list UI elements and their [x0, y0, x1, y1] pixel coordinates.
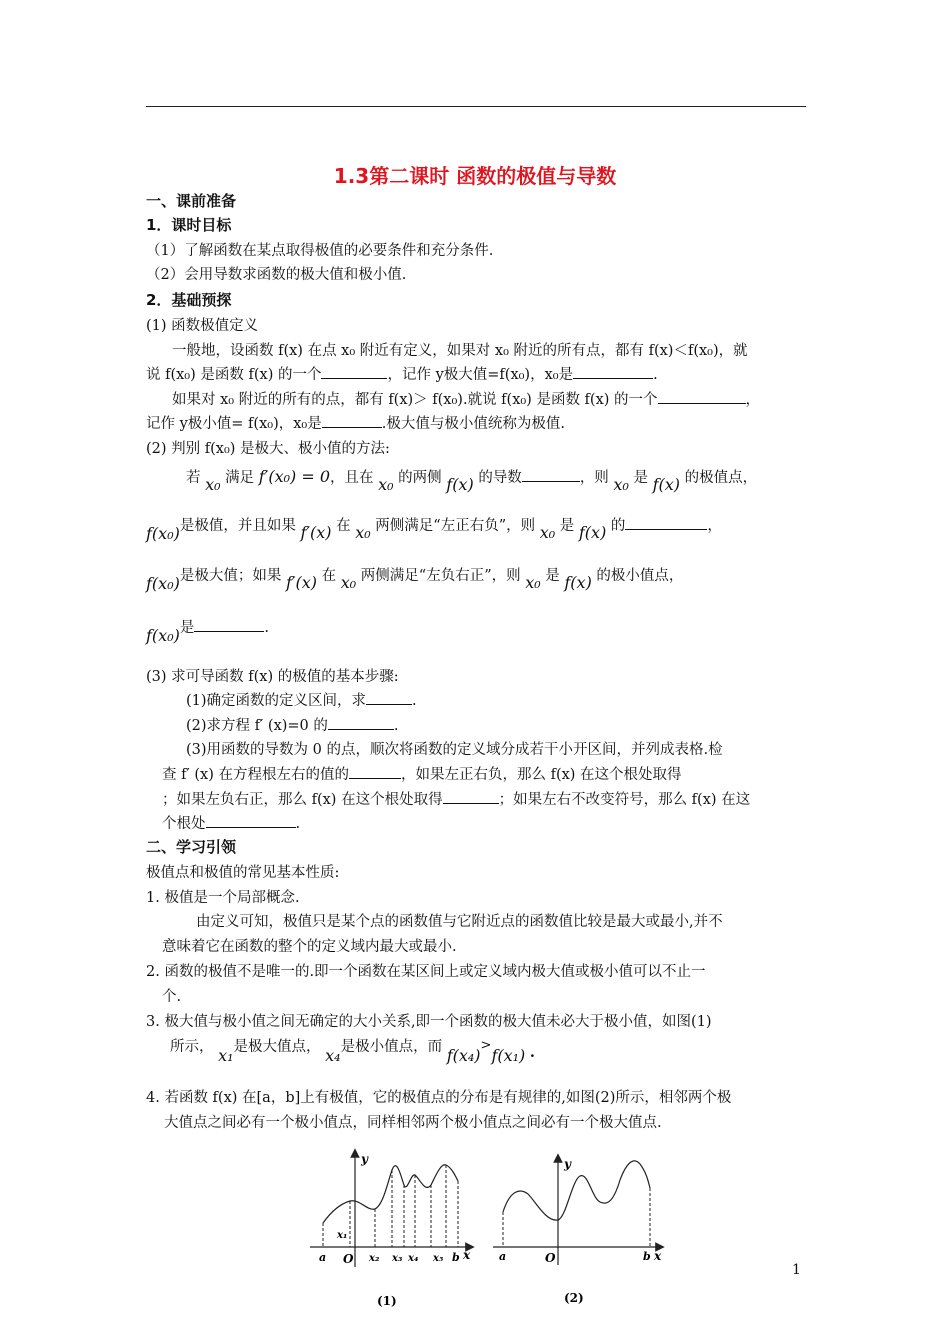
math-fx: f(x) [652, 475, 681, 494]
y-label: y [564, 1157, 571, 1171]
definition-line-4 [146, 412, 565, 433]
math-x0: x₀ [525, 573, 541, 592]
definition-heading: (1) 函数极值定义 [146, 318, 259, 334]
math-fx: f(x) [446, 475, 474, 494]
property-4: 4. 若函数 f(x) 在[a，b]上有极值，它的极值点的分布是有规律的,如图(2)所示，相邻两个极 [146, 1090, 732, 1106]
property-2-line-2: 个. [162, 989, 182, 1005]
origin-label: O [343, 1252, 354, 1266]
text: 是极大值；如果 [179, 568, 282, 584]
definition-text: .极大值与极小值统称为极值. [381, 416, 565, 432]
x3-label: x₃ [392, 1253, 403, 1264]
steps-heading: (3) 求可导函数 f(x) 的极值的基本步骤: [146, 669, 399, 685]
math-derivative-zero: f′(x₀) = 0 [258, 467, 330, 486]
text: 在 [336, 518, 351, 534]
text: 两侧满足“左负右正”，则 [360, 568, 521, 584]
definition-line-1: 一般地，设函数 f(x) 在点 x₀ 附近有定义，如果对 x₀ 附近的所有点，都有 f(x)＜f(x₀)，就 [172, 343, 748, 359]
text: (1)确定函数的定义区间，求 [186, 693, 367, 709]
text: ；如果左负右正，那么 f(x) 在这个根处取得 [162, 792, 443, 808]
figure-1 [305, 1145, 480, 1310]
text: 的极小值点， [596, 568, 684, 584]
judgement-row-4 [146, 616, 269, 645]
properties-intro: 极值点和极值的常见基本性质: [146, 865, 340, 881]
math-x0: x₀ [205, 475, 221, 494]
figure-2 [488, 1150, 668, 1310]
text: 个根处 [162, 816, 206, 832]
curve [323, 1165, 458, 1223]
text: 的两侧 [398, 470, 442, 486]
math-x1: x₁ [218, 1046, 234, 1065]
math-fx: f(x) [578, 523, 607, 542]
definition-text: 记作 y极小值= f(x₀)，x₀是 [146, 416, 322, 432]
math-fx0: f(x₀) [146, 524, 180, 543]
text: 是 [545, 568, 560, 584]
definition-line-3 [172, 388, 760, 409]
text: ，且在 [330, 470, 374, 486]
judgement-heading: (2) 判别 f(x₀) 是极大、极小值的方法: [146, 441, 390, 457]
definition-text: ， [745, 392, 761, 408]
text: 的导数 [478, 470, 522, 486]
math-x4: x₄ [325, 1046, 341, 1065]
y-label: y [361, 1152, 368, 1166]
text: 是极值，并且如果 [179, 518, 296, 534]
text: 查 f′ (x) 在方程根左右的值的 [162, 767, 349, 783]
b-label: b [643, 1250, 651, 1263]
text: 满足 [225, 470, 255, 486]
property-3-line-2 [170, 1035, 535, 1065]
x5-label: x₅ [433, 1253, 444, 1264]
math-x0: x₀ [613, 475, 629, 494]
a-label: a [499, 1250, 507, 1263]
text: 的 [610, 518, 626, 534]
math-fx: f(x) [564, 573, 592, 592]
subheading-preview: 2．基础预探 [146, 291, 232, 309]
property-4-line-2: 大值点之间必有一个极小值点，同样相邻两个极小值点之间必有一个极大值点. [164, 1115, 662, 1131]
text: 两侧满足“左正右负”，则 [375, 518, 536, 534]
definition-text: . [653, 367, 658, 383]
definition-text: ，记作 y极大值=f(x₀)，x₀是 [387, 367, 574, 383]
page-number: 1 [792, 1262, 801, 1278]
x-label: x [654, 1249, 662, 1263]
header-rule [146, 106, 806, 107]
math-fx4: f(x₄) [446, 1046, 481, 1065]
goal-2: （2）会用导数求函数的极大值和极小值. [146, 267, 407, 283]
math-fx0: f(x₀) [146, 626, 180, 645]
blank-line [349, 777, 401, 779]
page-title: 1.3第二课时 函数的极值与导数 [333, 164, 617, 188]
definition-text: 如果对 x₀ 附近的所有的点，都有 f(x)＞ f(x₀).就说 f(x₀) 是函数 f(x) 的一个 [172, 392, 658, 408]
x1-label: x₁ [337, 1230, 348, 1241]
property-1-line-3: 意味着它在函数的整个的定义域内最大或最小. [162, 939, 457, 955]
goal-1: （1）了解函数在某点取得极值的必要条件和充分条件. [146, 243, 494, 259]
blank-line [573, 377, 653, 379]
math-fx1: f(x₁) [491, 1046, 526, 1065]
text: ，则 [579, 470, 609, 486]
dashed-guides [503, 1188, 650, 1247]
figure-2-caption: (2) [564, 1291, 584, 1305]
text: 是 [559, 518, 575, 534]
text: ；如果左右不改变符号，那么 f(x) 在这 [498, 792, 751, 808]
section-heading-1: 一、课前准备 [146, 192, 237, 210]
blank-line [321, 377, 387, 379]
x4-label: x₄ [408, 1253, 419, 1264]
math-x0: x₀ [355, 523, 371, 542]
text: . [393, 718, 399, 734]
text: (2)求方程 f′ (x)=0 的 [186, 718, 328, 734]
blank-line [322, 426, 382, 428]
text: 在 [321, 568, 337, 584]
text: . [264, 620, 269, 636]
property-3: 3. 极大值与极小值之间无确定的大小关系,即一个函数的极大值未必大于极小值，如图(1) [146, 1014, 712, 1030]
a-label: a [319, 1251, 327, 1264]
curve [503, 1161, 650, 1220]
math-fx0: f(x₀) [146, 574, 180, 593]
blank-line [658, 402, 746, 404]
text: . [295, 816, 301, 832]
text: 的极值点， [684, 470, 758, 486]
definition-line-2 [146, 363, 658, 384]
text: 是 [179, 620, 195, 636]
subheading-goals: 1．课时目标 [146, 216, 232, 234]
text: ， [707, 518, 722, 534]
property-2: 2. 函数的极值不是唯一的.即一个函数在某区间上或定义域内极大值或极小值可以不止一 [146, 964, 706, 980]
step-2 [186, 714, 399, 735]
blank-line [328, 728, 394, 730]
property-1: 1. 极值是一个局部概念. [146, 890, 300, 906]
definition-text: 说 f(x₀) 是函数 f(x) 的一个 [146, 367, 322, 383]
blank-line [366, 703, 412, 705]
text: 所示， [170, 1039, 214, 1055]
math-derivative: f′(x) [285, 573, 318, 592]
math-derivative: f′(x) [300, 523, 332, 542]
x2-label: x₂ [369, 1253, 380, 1264]
blank-line [443, 802, 499, 804]
step-3-line-2 [162, 763, 682, 784]
text: 是极小值点，而 [340, 1039, 443, 1055]
step-3: (3)用函数的导数为 0 的点，顺次将函数的定义域分成若干小开区间，并列成表格.检 [186, 742, 723, 758]
text: . [412, 693, 417, 709]
step-1 [186, 689, 417, 710]
b-label: b [452, 1251, 460, 1264]
judgement-row-2 [146, 514, 722, 543]
math-x0: x₀ [539, 523, 556, 542]
text: 若 [186, 470, 201, 486]
text: . [529, 1044, 535, 1061]
math-greater-than: > [480, 1038, 492, 1053]
text: ，如果左正右负，那么 f(x) 在这个根处取得 [400, 767, 682, 783]
math-x0: x₀ [378, 475, 394, 494]
text: 是极大值点， [233, 1039, 321, 1055]
text: 是 [633, 470, 648, 486]
judgement-row-3 [146, 564, 684, 593]
math-x0: x₀ [340, 573, 357, 592]
blank-line [194, 630, 264, 632]
section-heading-2: 二、学习引领 [146, 838, 237, 856]
property-1-line-2: 由定义可知，极值只是某个点的函数值与它附近点的函数值比较是最大或最小,并不 [196, 914, 723, 930]
x-label: x [463, 1248, 471, 1262]
blank-line [625, 528, 707, 530]
blank-line [206, 826, 296, 828]
origin-label: O [545, 1251, 556, 1265]
blank-line [522, 480, 580, 482]
step-3-line-3 [162, 788, 750, 809]
judgement-row-1 [186, 466, 758, 494]
step-3-line-4 [162, 812, 300, 833]
figure-1-caption: (1) [377, 1294, 397, 1308]
